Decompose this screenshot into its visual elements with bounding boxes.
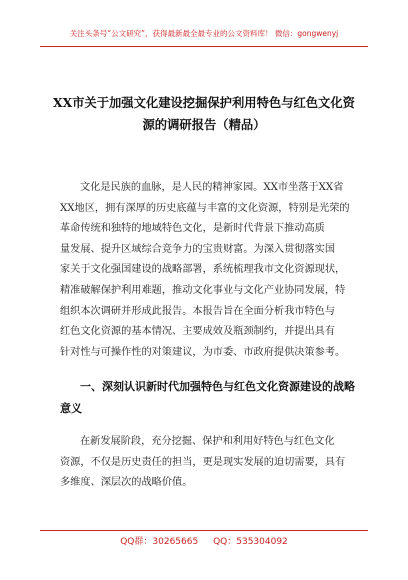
title-line-1: XX市关于加强文化建设挖掘保护利用特色与红色文化资: [53, 95, 355, 110]
paragraph-line: 资源，不仅是历史责任的担当，更是现实发展的迫切需要，具有: [60, 456, 346, 468]
title-line-2: 源的调研报告（精品）: [142, 117, 266, 132]
heading-line-1: 一、深刻认识新时代加强特色与红色文化资源建设的战略: [80, 380, 355, 393]
paragraph-line: 量发展、提升区域综合竞争力的宝贵财富。为深入贯彻落实国: [60, 243, 336, 255]
paragraph-line: 组织本次调研并形成此报告。本报告旨在全面分析我市特色与: [60, 305, 336, 317]
paragraph-line: XX地区，拥有深厚的历史底蕴与丰富的文化资源，特别是光荣的: [60, 202, 350, 214]
footer-contact: [0, 534, 408, 547]
paragraph-line: 针对性与可操作性的对策建议，为市委、市政府提供决策参考。: [60, 346, 346, 358]
paragraph-line: 红色文化资源的基本情况、主要成效及瓶颈制约，并提出具有: [60, 326, 336, 338]
paragraph-line: 在新发展阶段，充分挖掘、保护和利用好特色与红色文化: [80, 436, 335, 447]
qq-group-number: QQ群：30265665: [120, 537, 199, 547]
paragraph-line: 精准破解保护利用难题，推动文化事业与文化产业协同发展，特: [60, 284, 346, 296]
section-1-paragraph: [60, 432, 360, 494]
section-heading-1: [60, 376, 360, 420]
intro-paragraph: [60, 178, 360, 363]
footer-divider: [40, 530, 368, 531]
paragraph-line: 家关于文化强国建设的战略部署，系统梳理我市文化资源现状，: [60, 264, 346, 276]
paragraph-line: 文化是民族的血脉，是人民的精神家园。XX市坐落于XX省: [80, 182, 344, 193]
qq-number: QQ：535304092: [213, 537, 288, 547]
paragraph-line: 革命传统和独特的地域特色文化，是新时代背景下推动高质: [60, 223, 325, 235]
document-title: [52, 92, 356, 136]
header-divider: [40, 46, 368, 47]
header-banner: 关注头条号“公文研究”，获得最新最全最专业的公文资料库！ 微信：gongwenyj: [69, 29, 339, 38]
heading-line-2: 意义: [60, 402, 82, 415]
paragraph-line: 多维度、深层次的战略价值。: [60, 477, 193, 489]
